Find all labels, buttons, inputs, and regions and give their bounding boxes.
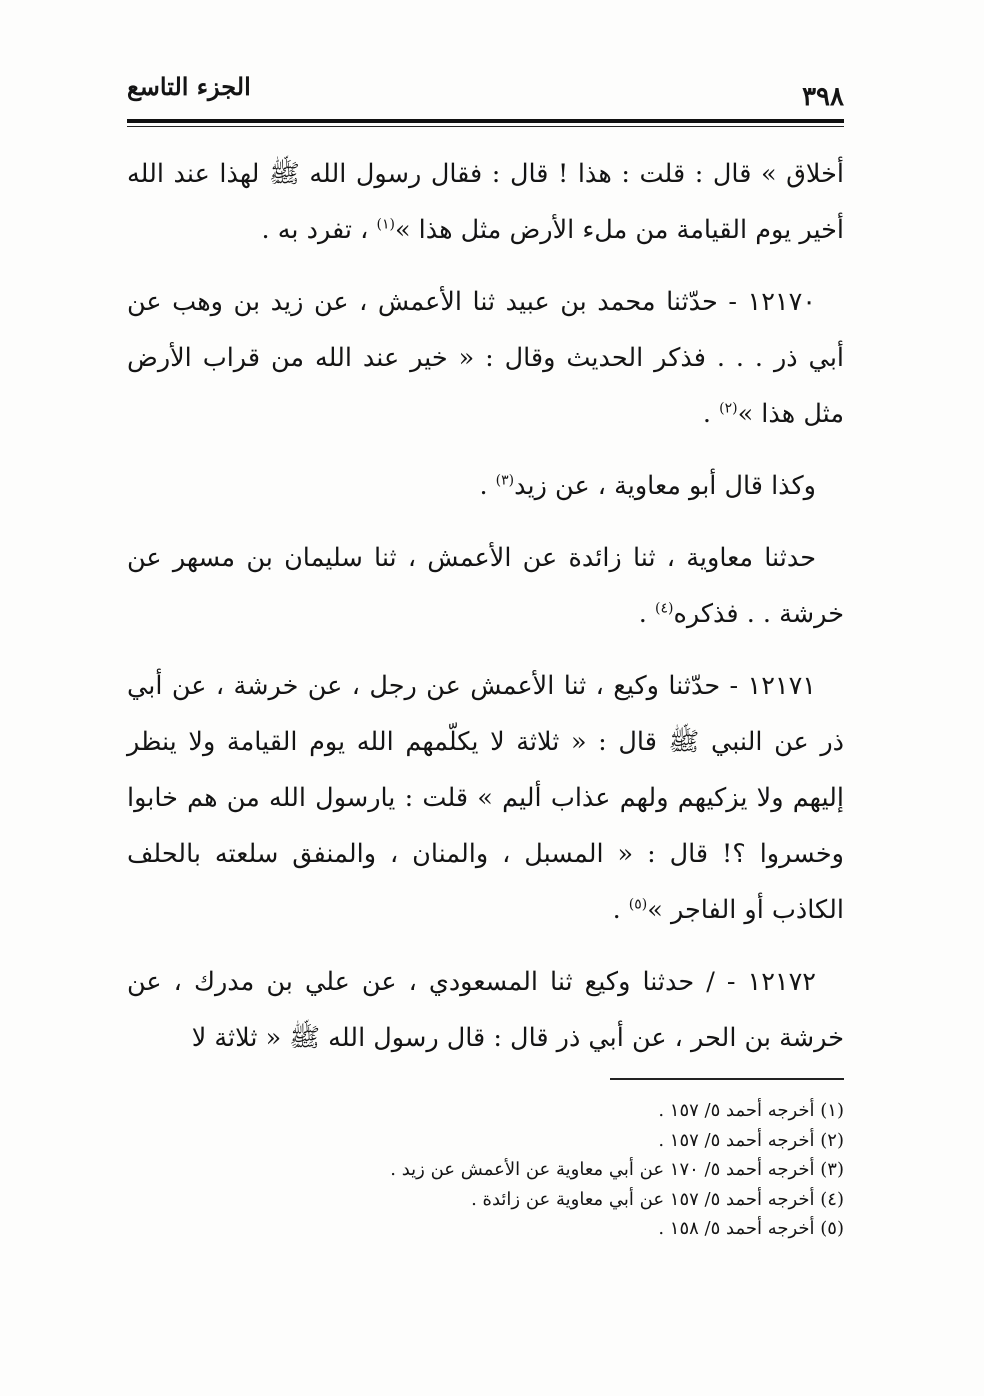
footnote-marker: (٥)	[628, 896, 648, 913]
footnote-marker: (٢)	[719, 400, 738, 417]
footnote: (٥) أخرجه أحمد ٥/ ١٥٨ .	[658, 1218, 844, 1239]
paragraph-text: ١٢١٧١ - حدّثنا وكيع ، ثنا الأعمش عن رجل ، عن خرشة ، عن أبي ذر عن النبي ﷺ قال : « ثلاثة لا يكلّمهم الله يوم القيامة ولا ينظر إليهم ولا يزكيهم ولهم عذاب أليم » قلت : يارسول الله من هم خابوا وخسروا ؟! قال : « المسبل ، والمنان ، والمنفق سلعته بالحلف الكاذب أو الفاجر »	[127, 671, 844, 925]
paragraph-tail: .	[479, 471, 496, 501]
paragraph	[127, 274, 844, 442]
paragraph-tail: ، تفرد به .	[261, 215, 377, 245]
paragraph-text: ١٢١٧٢ - / حدثنا وكيع ثنا المسعودي ، عن علي بن مدرك ، عن خرشة بن الحر ، عن أبي ذر قال : قال رسول الله ﷺ « ثلاثة لا	[127, 967, 844, 1053]
paragraph-tail: .	[638, 599, 655, 629]
main-text	[127, 146, 844, 1082]
footnote-marker: (٣)	[495, 472, 515, 489]
page-number: ٣٩٨	[802, 82, 844, 112]
running-title: الجزء التاسع	[127, 72, 251, 101]
footnote-marker: (٤)	[654, 600, 674, 617]
page-header	[127, 66, 844, 120]
paragraph	[127, 530, 844, 642]
paragraph-tail: .	[612, 895, 629, 925]
paragraph-text: أخلاق » قال : قلت : هذا ! قال : فقال رسول الله ﷺ لهذا عند الله أخير يوم القيامة من ملء الأرض مثل هذا »	[127, 159, 844, 245]
paragraph	[127, 458, 844, 514]
footnote-marker: (١)	[376, 216, 395, 233]
paragraph-text: حدثنا معاوية ، ثنا زائدة عن الأعمش ، ثنا سليمان بن مسهر عن خرشة . . فذكره	[127, 543, 844, 629]
paragraph	[127, 954, 844, 1066]
paragraph	[127, 146, 844, 258]
paragraph-text: وكذا قال أبو معاوية ، عن زيد	[514, 471, 816, 501]
paragraph	[127, 658, 844, 938]
footnote: (٢) أخرجه أحمد ٥/ ١٥٧ .	[658, 1129, 844, 1151]
footnote: (٣) أخرجه أحمد ٥/ ١٧٠ عن أبي معاوية عن الأعمش عن زيد .	[390, 1159, 844, 1180]
footnote: (٤) أخرجه أحمد ٥/ ١٥٧ عن أبي معاوية عن زائدة .	[471, 1188, 844, 1210]
footnote-separator	[610, 1078, 844, 1080]
paragraph-text: ١٢١٧٠ - حدّثنا محمد بن عبيد ثنا الأعمش ، عن زيد بن وهب عن أبي ذر . . . فذكر الحديث وقال : « خير عند الله من قراب الأرض مثل هذا »	[127, 287, 844, 429]
footnotes	[127, 1096, 844, 1244]
footnote: (١) أخرجه أحمد ٥/ ١٥٧ .	[658, 1100, 844, 1121]
header-rule	[127, 119, 844, 123]
paragraph-tail: .	[702, 399, 720, 429]
header-rule-thin	[127, 126, 844, 127]
